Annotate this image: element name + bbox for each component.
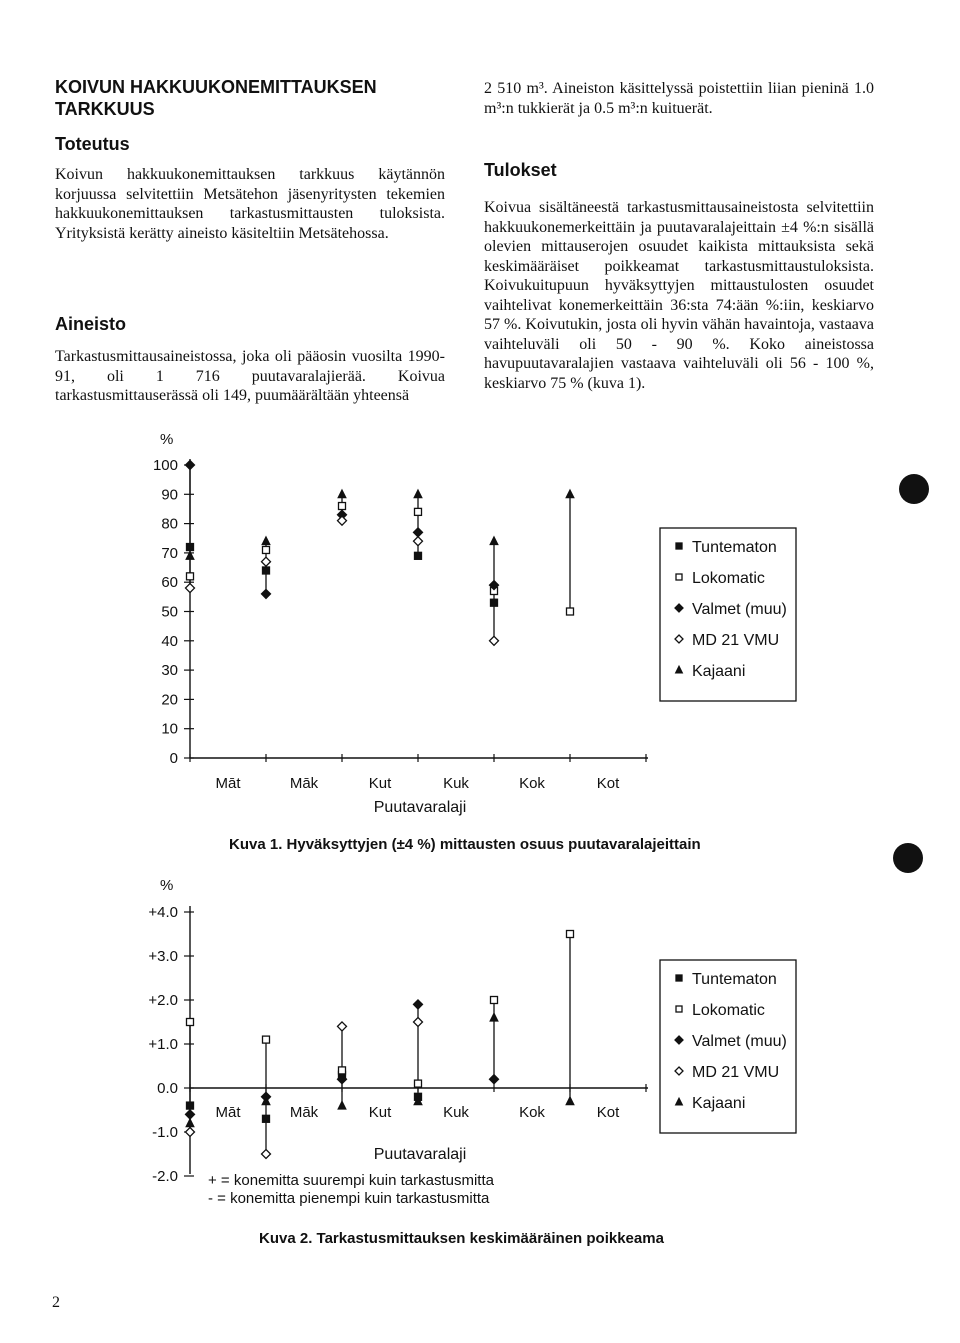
legend-label: Tuntematon xyxy=(692,971,777,988)
x-axis-label: Puutavaralaji xyxy=(373,1146,467,1163)
y-axis-label: % xyxy=(160,877,174,894)
data-point-valmet-muu xyxy=(186,1110,195,1119)
legend-label: Kajaani xyxy=(692,1095,746,1112)
data-point-lokomatic xyxy=(339,1067,346,1074)
legend-label: MD 21 VMU xyxy=(692,1064,780,1081)
x-tick-label: Māk xyxy=(289,775,319,792)
page-number: 2 xyxy=(52,1294,60,1311)
y-tick-label: +2.0 xyxy=(148,992,178,1009)
y-tick-label: -2.0 xyxy=(152,1168,178,1185)
legend-label: Lokomatic xyxy=(692,1002,765,1019)
data-point-tuntematon xyxy=(263,1115,270,1122)
x-tick-label: Kok xyxy=(519,1104,545,1121)
x-tick-label: Kuk xyxy=(443,775,469,792)
data-point-md-21-vmu xyxy=(414,1018,423,1027)
y-tick-label: 0.0 xyxy=(157,1080,178,1097)
data-point-tuntematon xyxy=(187,1102,194,1109)
x-tick-label: Māt xyxy=(215,775,241,792)
data-point-md-21-vmu xyxy=(338,1022,347,1031)
section-text-aineisto-continued: 2 510 m³. Aineiston käsittelyssä poistettiin liian pieninä 1.0 m³:n tukkierät ja 0.5 m³:n kuituerät. xyxy=(484,80,874,117)
section-heading-tulokset: Tulokset xyxy=(484,160,557,180)
y-tick-label: 50 xyxy=(161,603,178,621)
y-tick-label: +1.0 xyxy=(148,1036,178,1053)
data-point-kajaani xyxy=(566,1097,574,1105)
legend-label: Kajaani xyxy=(692,663,746,680)
x-tick-label: Māt xyxy=(215,1104,241,1121)
y-tick-label: 10 xyxy=(161,720,178,738)
section-text-aineisto: Tarkastusmittausaineistossa, joka oli pääosin vuosilta 1990-91, oli 1 716 puutavaralajierää. Koivua tarkastusmittauserässä oli 149, puumäärältään yhteensä xyxy=(55,348,445,404)
y-tick-label: 0 xyxy=(169,750,178,767)
x-tick-label: Kuk xyxy=(443,1104,469,1121)
x-tick-label: Māk xyxy=(289,1104,319,1121)
figure-note: + = konemitta suurempi kuin tarkastusmitta xyxy=(208,1172,494,1189)
figure-caption: Kuva 1. Hyväksyttyjen (±4 %) mittausten osuus puutavaralajeittain xyxy=(229,836,701,853)
x-tick-label: Kut xyxy=(368,775,392,792)
y-tick-label: 60 xyxy=(161,574,178,592)
legend-label: Valmet (muu) xyxy=(692,1033,787,1050)
x-tick-label: Kot xyxy=(596,1104,620,1121)
figure-caption: Kuva 2. Tarkastusmittauksen keskimääräinen poikkeama xyxy=(259,1230,664,1247)
x-tick-label: Kot xyxy=(596,775,620,792)
section-heading-aineisto: Aineisto xyxy=(55,314,127,334)
y-tick-label: 20 xyxy=(161,691,178,709)
y-tick-label: 30 xyxy=(161,662,178,680)
y-tick-label: 70 xyxy=(161,544,178,562)
data-point-kajaani xyxy=(490,1013,498,1021)
data-point-lokomatic xyxy=(415,1080,422,1087)
figure-note: - = konemitta pienempi kuin tarkastusmitta xyxy=(208,1190,490,1207)
legend-label: Valmet (muu) xyxy=(692,601,787,618)
data-point-lokomatic xyxy=(187,1019,194,1026)
data-point-lokomatic xyxy=(263,1036,270,1043)
data-point-lokomatic xyxy=(491,997,498,1004)
data-point-md-21-vmu xyxy=(186,1128,195,1137)
y-tick-label: 90 xyxy=(161,486,178,504)
section-text-tulokset: Koivua sisältäneestä tarkastusmittausaineistosta selvitettiin hakkuukonemerkeittäin ja puutavaralajeittain ±4 %:n sisällä olevien mittauserojen osuudet kaikista mittauksista sekä keskimääräiset poikkeamat tarkastusmittaustuloksista. Koivukuitupuun hyväksyttyjen mittaustulosten osuudet vaihtelivat konemerkeittäin 36:sta 74:ään %:iin, keskiarvo 57 %. Koivutukin, josta oli hyvin vähän havaintoja, vastaava vaihteluväli oli 50 - 90 %. Koko aineistossa havupuutavaralajien vastaava vaihteluväli oli 56 - 100 %, keskiarvo 75 % (kuva 1). xyxy=(484,199,874,392)
legend-label: MD 21 VMU xyxy=(692,632,780,649)
x-tick-label: Kok xyxy=(519,775,545,792)
legend-marker xyxy=(676,975,682,981)
y-tick-label: +4.0 xyxy=(148,904,178,921)
data-point-kajaani xyxy=(338,1101,346,1109)
x-axis-label: Puutavaralaji xyxy=(373,799,467,816)
section-heading-toteutus: Toteutus xyxy=(55,134,130,154)
legend-label: Lokomatic xyxy=(692,570,765,587)
data-point-kajaani xyxy=(186,1119,194,1127)
data-point-lokomatic xyxy=(567,931,574,938)
y-tick-label: +3.0 xyxy=(148,948,178,965)
legend-label: Tuntematon xyxy=(692,539,777,556)
data-point-valmet-muu xyxy=(490,1075,499,1084)
data-point-md-21-vmu xyxy=(262,1150,271,1159)
y-tick-label: 40 xyxy=(161,632,178,650)
article-title: KOIVUN HAKKUUKONEMITTAUKSEN TARKKUUS xyxy=(55,77,377,119)
legend-marker xyxy=(676,1006,682,1012)
data-point-valmet-muu xyxy=(414,1000,423,1009)
section-text-toteutus: Koivun hakkuukonemittauksen tarkkuus käytännön korjuussa selvitettiin Metsätehon jäsenyritysten tekemien hakkuukonemittauksen tarkastusmittausten tuloksista. Yrityksistä kerätty aineisto käsiteltiin Metsätehossa. xyxy=(55,166,445,242)
y-tick-label: 100 xyxy=(152,457,178,474)
x-tick-label: Kut xyxy=(368,1104,392,1121)
y-tick-label: 80 xyxy=(161,515,178,533)
y-tick-label: -1.0 xyxy=(152,1124,178,1141)
y-axis-label: % xyxy=(160,431,174,448)
